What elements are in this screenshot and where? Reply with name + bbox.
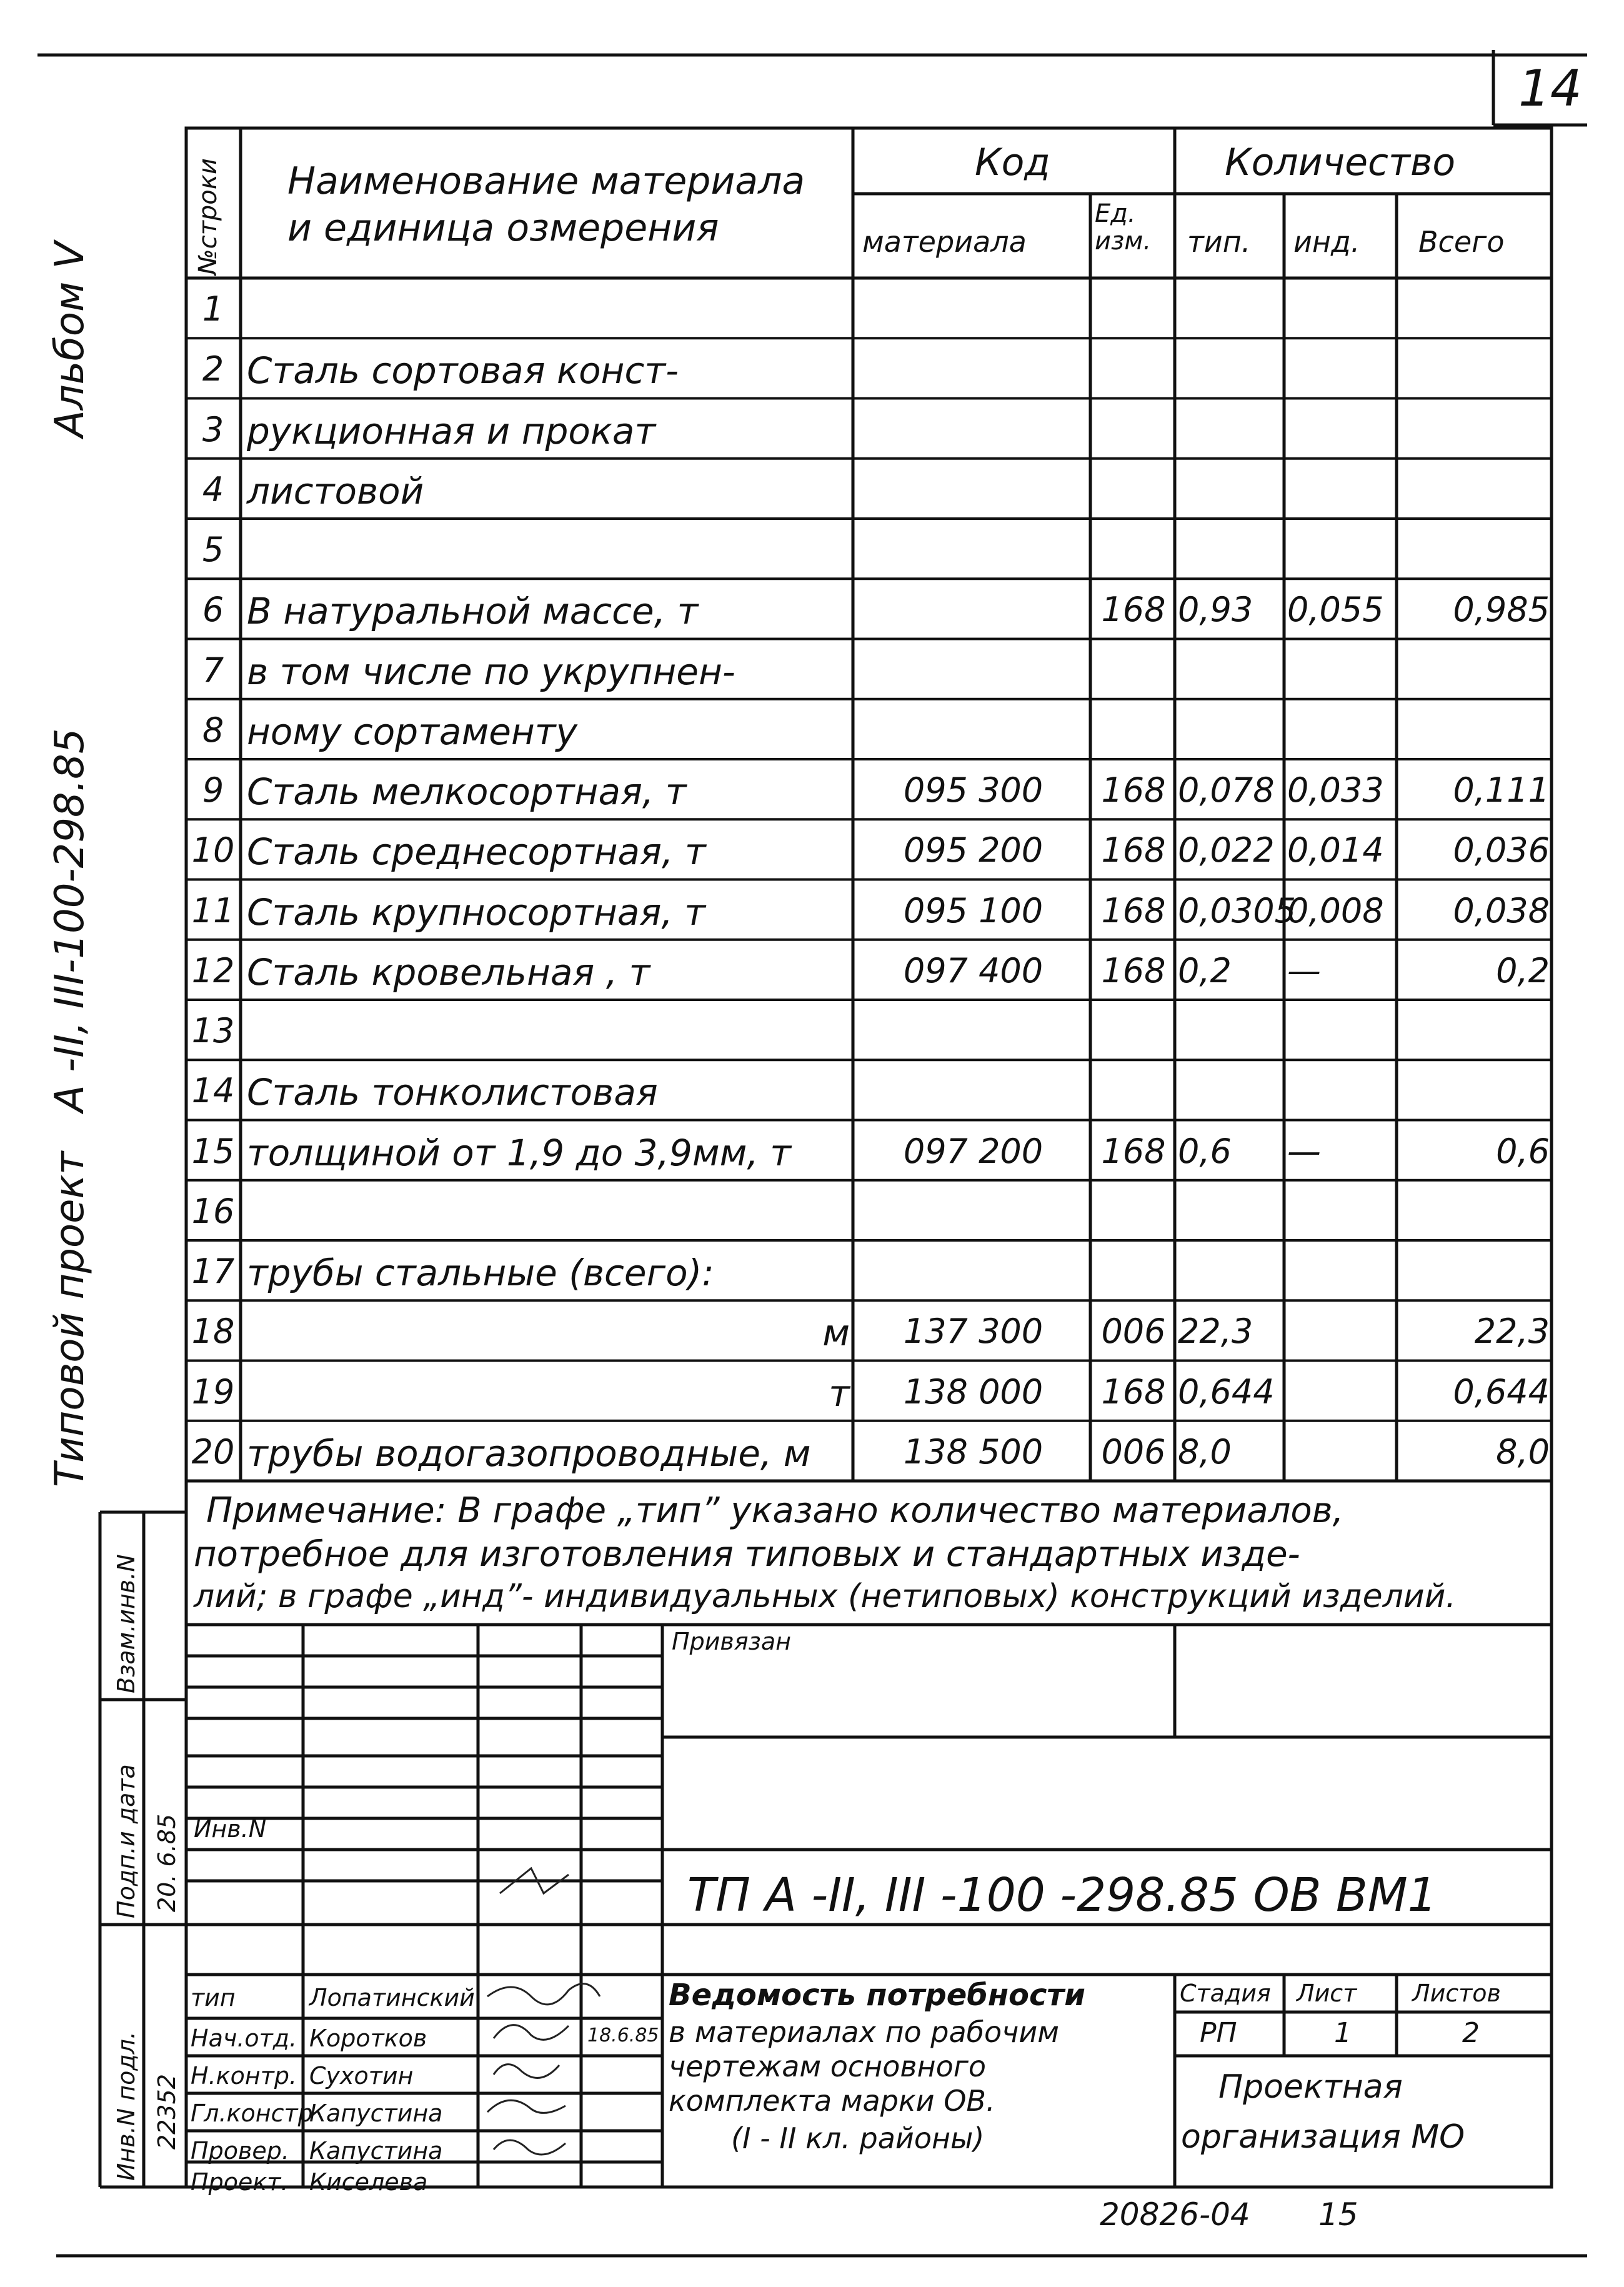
row-10-n: 10 <box>191 830 235 870</box>
podp-value: 20. 6.85 <box>153 1813 181 1912</box>
row-2-n: 2 <box>202 349 224 389</box>
row-8-n: 8 <box>202 710 224 750</box>
doc-title-1: Ведомость потребности <box>669 1978 1085 2013</box>
inv-n-label: Инв.N <box>194 1815 267 1843</box>
row-6-unit: 168 <box>1101 590 1166 630</box>
row-12-total: 0,2 <box>1496 950 1550 990</box>
row-11-ind: 0,008 <box>1287 890 1384 930</box>
doc-title-4: комплекта марки ОВ. <box>669 2084 995 2118</box>
role-name: Сухотин <box>309 2062 414 2090</box>
row-18-n: 18 <box>191 1312 235 1352</box>
stage-header: Стадия <box>1180 1980 1271 2007</box>
row-18-typ: 22,3 <box>1178 1312 1253 1352</box>
row-1-n: 1 <box>202 289 224 329</box>
sign-date: 18.6.85 <box>587 2025 659 2046</box>
row-7-name: в том числе по укрупнен- <box>247 650 735 693</box>
row-19-total: 0,644 <box>1453 1372 1550 1412</box>
role-name: Капустина <box>309 2100 443 2127</box>
row-15-n: 15 <box>191 1131 235 1171</box>
row-4-n: 4 <box>202 469 224 509</box>
row-7-n: 7 <box>202 650 224 690</box>
row-11-unit: 168 <box>1101 890 1166 930</box>
row-12-ind: — <box>1287 950 1321 990</box>
row-9-code: 095 300 <box>903 770 1044 810</box>
row-5-n: 5 <box>202 530 224 569</box>
row-3-n: 3 <box>202 409 224 449</box>
role-name: Киселева <box>309 2168 428 2196</box>
stage-value: РП <box>1200 2017 1237 2049</box>
header-quantity: Количество <box>1225 141 1456 184</box>
role-label: тип <box>191 1984 236 2011</box>
row-6-name: В натуральной массе, т <box>247 590 699 633</box>
row-9-name: Сталь мелкосортная, т <box>247 770 687 813</box>
album-label: Альбом V <box>47 241 93 437</box>
row-19-code: 138 000 <box>903 1372 1044 1412</box>
row-10-name: Сталь среднесортная, т <box>247 830 706 874</box>
row-13-n: 13 <box>191 1011 235 1050</box>
role-label: Гл.констр <box>191 2100 313 2127</box>
row-20-total: 8,0 <box>1496 1432 1550 1472</box>
inv-podl-value: 22352 <box>153 2074 181 2150</box>
row-20-code: 138 500 <box>903 1432 1044 1472</box>
row-11-n: 11 <box>191 890 235 930</box>
page-number: 14 <box>1518 59 1582 117</box>
row-8-name: ному сортаменту <box>247 710 577 753</box>
row-6-total: 0,985 <box>1453 590 1550 630</box>
role-label: Проект. <box>191 2168 289 2196</box>
header-code-material: материала <box>862 225 1027 259</box>
role-name: Коротков <box>309 2025 427 2052</box>
row-15-ind: — <box>1287 1131 1321 1171</box>
row-4-name: листовой <box>247 469 424 512</box>
sheets-value: 2 <box>1462 2017 1480 2049</box>
header-q-ind: инд. <box>1293 225 1360 259</box>
role-name: Капустина <box>309 2137 443 2165</box>
row-3-name: рукционная и прокат <box>247 409 656 452</box>
row-12-unit: 168 <box>1101 950 1166 990</box>
org-line-2: организация МО <box>1181 2118 1465 2156</box>
row-14-n: 14 <box>191 1071 235 1111</box>
inv-podl-label: Инв.N подл. <box>112 2031 140 2181</box>
row-9-ind: 0,033 <box>1287 770 1384 810</box>
row-14-name: Сталь тонколистовая <box>247 1071 658 1114</box>
role-name: Лопатинский <box>309 1984 475 2011</box>
row-12-n: 12 <box>191 950 235 990</box>
row-9-unit: 168 <box>1101 770 1166 810</box>
attached-label: Привязан <box>672 1628 791 1655</box>
row-20-name: трубы водогазопроводные, м <box>247 1432 811 1475</box>
header-unit: и единица озмерения <box>287 206 719 250</box>
note-line-2: потребное для изготовления типовых и стандартных изде- <box>194 1534 1300 1575</box>
row-6-typ: 0,93 <box>1178 590 1253 630</box>
podp-label: Подп.и дата <box>112 1764 140 1918</box>
row-15-unit: 168 <box>1101 1131 1166 1171</box>
sheet-header: Лист <box>1297 1980 1357 2007</box>
row-6-ind: 0,055 <box>1287 590 1384 630</box>
footer-page: 15 <box>1318 2196 1358 2233</box>
sheet-value: 1 <box>1334 2017 1352 2049</box>
role-label: Н.контр. <box>191 2062 297 2090</box>
row-2-name: Сталь сортовая конст- <box>247 349 679 392</box>
row-10-typ: 0,022 <box>1178 830 1275 870</box>
note-line-3: лий; в графе „инд”- индивидуальных (нетиповых) конструкций изделий. <box>194 1578 1456 1615</box>
row-15-total: 0,6 <box>1496 1131 1550 1171</box>
row-15-code: 097 200 <box>903 1131 1044 1171</box>
vzam-label: Взам.инв.N <box>112 1554 140 1693</box>
row-18-unit: 006 <box>1101 1312 1166 1352</box>
header-code-unit: Ед. изм. <box>1095 199 1152 256</box>
row-19-n: 19 <box>191 1372 235 1412</box>
role-label: Провер. <box>191 2137 289 2165</box>
header-row-number: №строки <box>194 158 222 275</box>
header-q-typ: тип. <box>1187 225 1251 259</box>
row-19-typ: 0,644 <box>1178 1372 1275 1412</box>
row-10-total: 0,036 <box>1453 830 1550 870</box>
row-16-n: 16 <box>191 1191 235 1231</box>
row-11-code: 095 100 <box>903 890 1044 930</box>
row-11-typ: 0,0305 <box>1178 890 1296 930</box>
row-18-total: 22,3 <box>1474 1312 1550 1352</box>
document-designation: ТП А -II, III -100 -298.85 ОВ ВМ1 <box>687 1868 1437 1922</box>
org-line-1: Проектная <box>1218 2068 1403 2106</box>
row-10-unit: 168 <box>1101 830 1166 870</box>
row-20-n: 20 <box>191 1432 235 1472</box>
row-11-total: 0,038 <box>1453 890 1550 930</box>
signatures-graphic <box>487 1868 600 2155</box>
row-6-n: 6 <box>202 590 224 630</box>
row-20-typ: 8,0 <box>1178 1432 1232 1472</box>
row-15-name: толщиной от 1,9 до 3,9мм, т <box>247 1131 792 1174</box>
project-label: Типовой проект <box>47 1151 93 1487</box>
row-19-unit: 168 <box>1101 1372 1166 1412</box>
row-11-name: Сталь крупносортная, т <box>247 890 706 934</box>
row-17-n: 17 <box>191 1252 235 1291</box>
row-10-ind: 0,014 <box>1287 830 1384 870</box>
header-code: Код <box>975 141 1050 184</box>
row-12-typ: 0,2 <box>1178 950 1232 990</box>
row-12-name: Сталь кровельная , т <box>247 950 650 994</box>
role-label: Нач.отд. <box>191 2025 297 2052</box>
note-line-1: Примечание: В графе „тип” указано количество материалов, <box>206 1490 1344 1531</box>
row-18-name: м <box>822 1312 850 1355</box>
row-18-code: 137 300 <box>903 1312 1044 1352</box>
row-9-typ: 0,078 <box>1178 770 1275 810</box>
row-9-n: 9 <box>202 770 224 810</box>
row-15-typ: 0,6 <box>1178 1131 1232 1171</box>
row-20-unit: 006 <box>1101 1432 1166 1472</box>
row-12-code: 097 400 <box>903 950 1044 990</box>
doc-title-3: чертежам основного <box>669 2050 987 2083</box>
header-name: Наименование материала <box>287 159 805 203</box>
row-10-code: 095 200 <box>903 830 1044 870</box>
footer-code: 20826-04 <box>1100 2196 1250 2233</box>
project-code: А -II, III-100-298.85 <box>47 728 93 1112</box>
sheets-header: Листов <box>1412 1980 1501 2007</box>
row-9-total: 0,111 <box>1453 770 1550 810</box>
row-19-name: т <box>829 1372 850 1415</box>
row-17-name: трубы стальные (всего): <box>247 1252 714 1294</box>
doc-title-5: (I - II кл. районы) <box>731 2121 985 2155</box>
doc-title-2: в материалах по рабочим <box>669 2015 1059 2049</box>
header-q-total: Всего <box>1418 225 1505 259</box>
